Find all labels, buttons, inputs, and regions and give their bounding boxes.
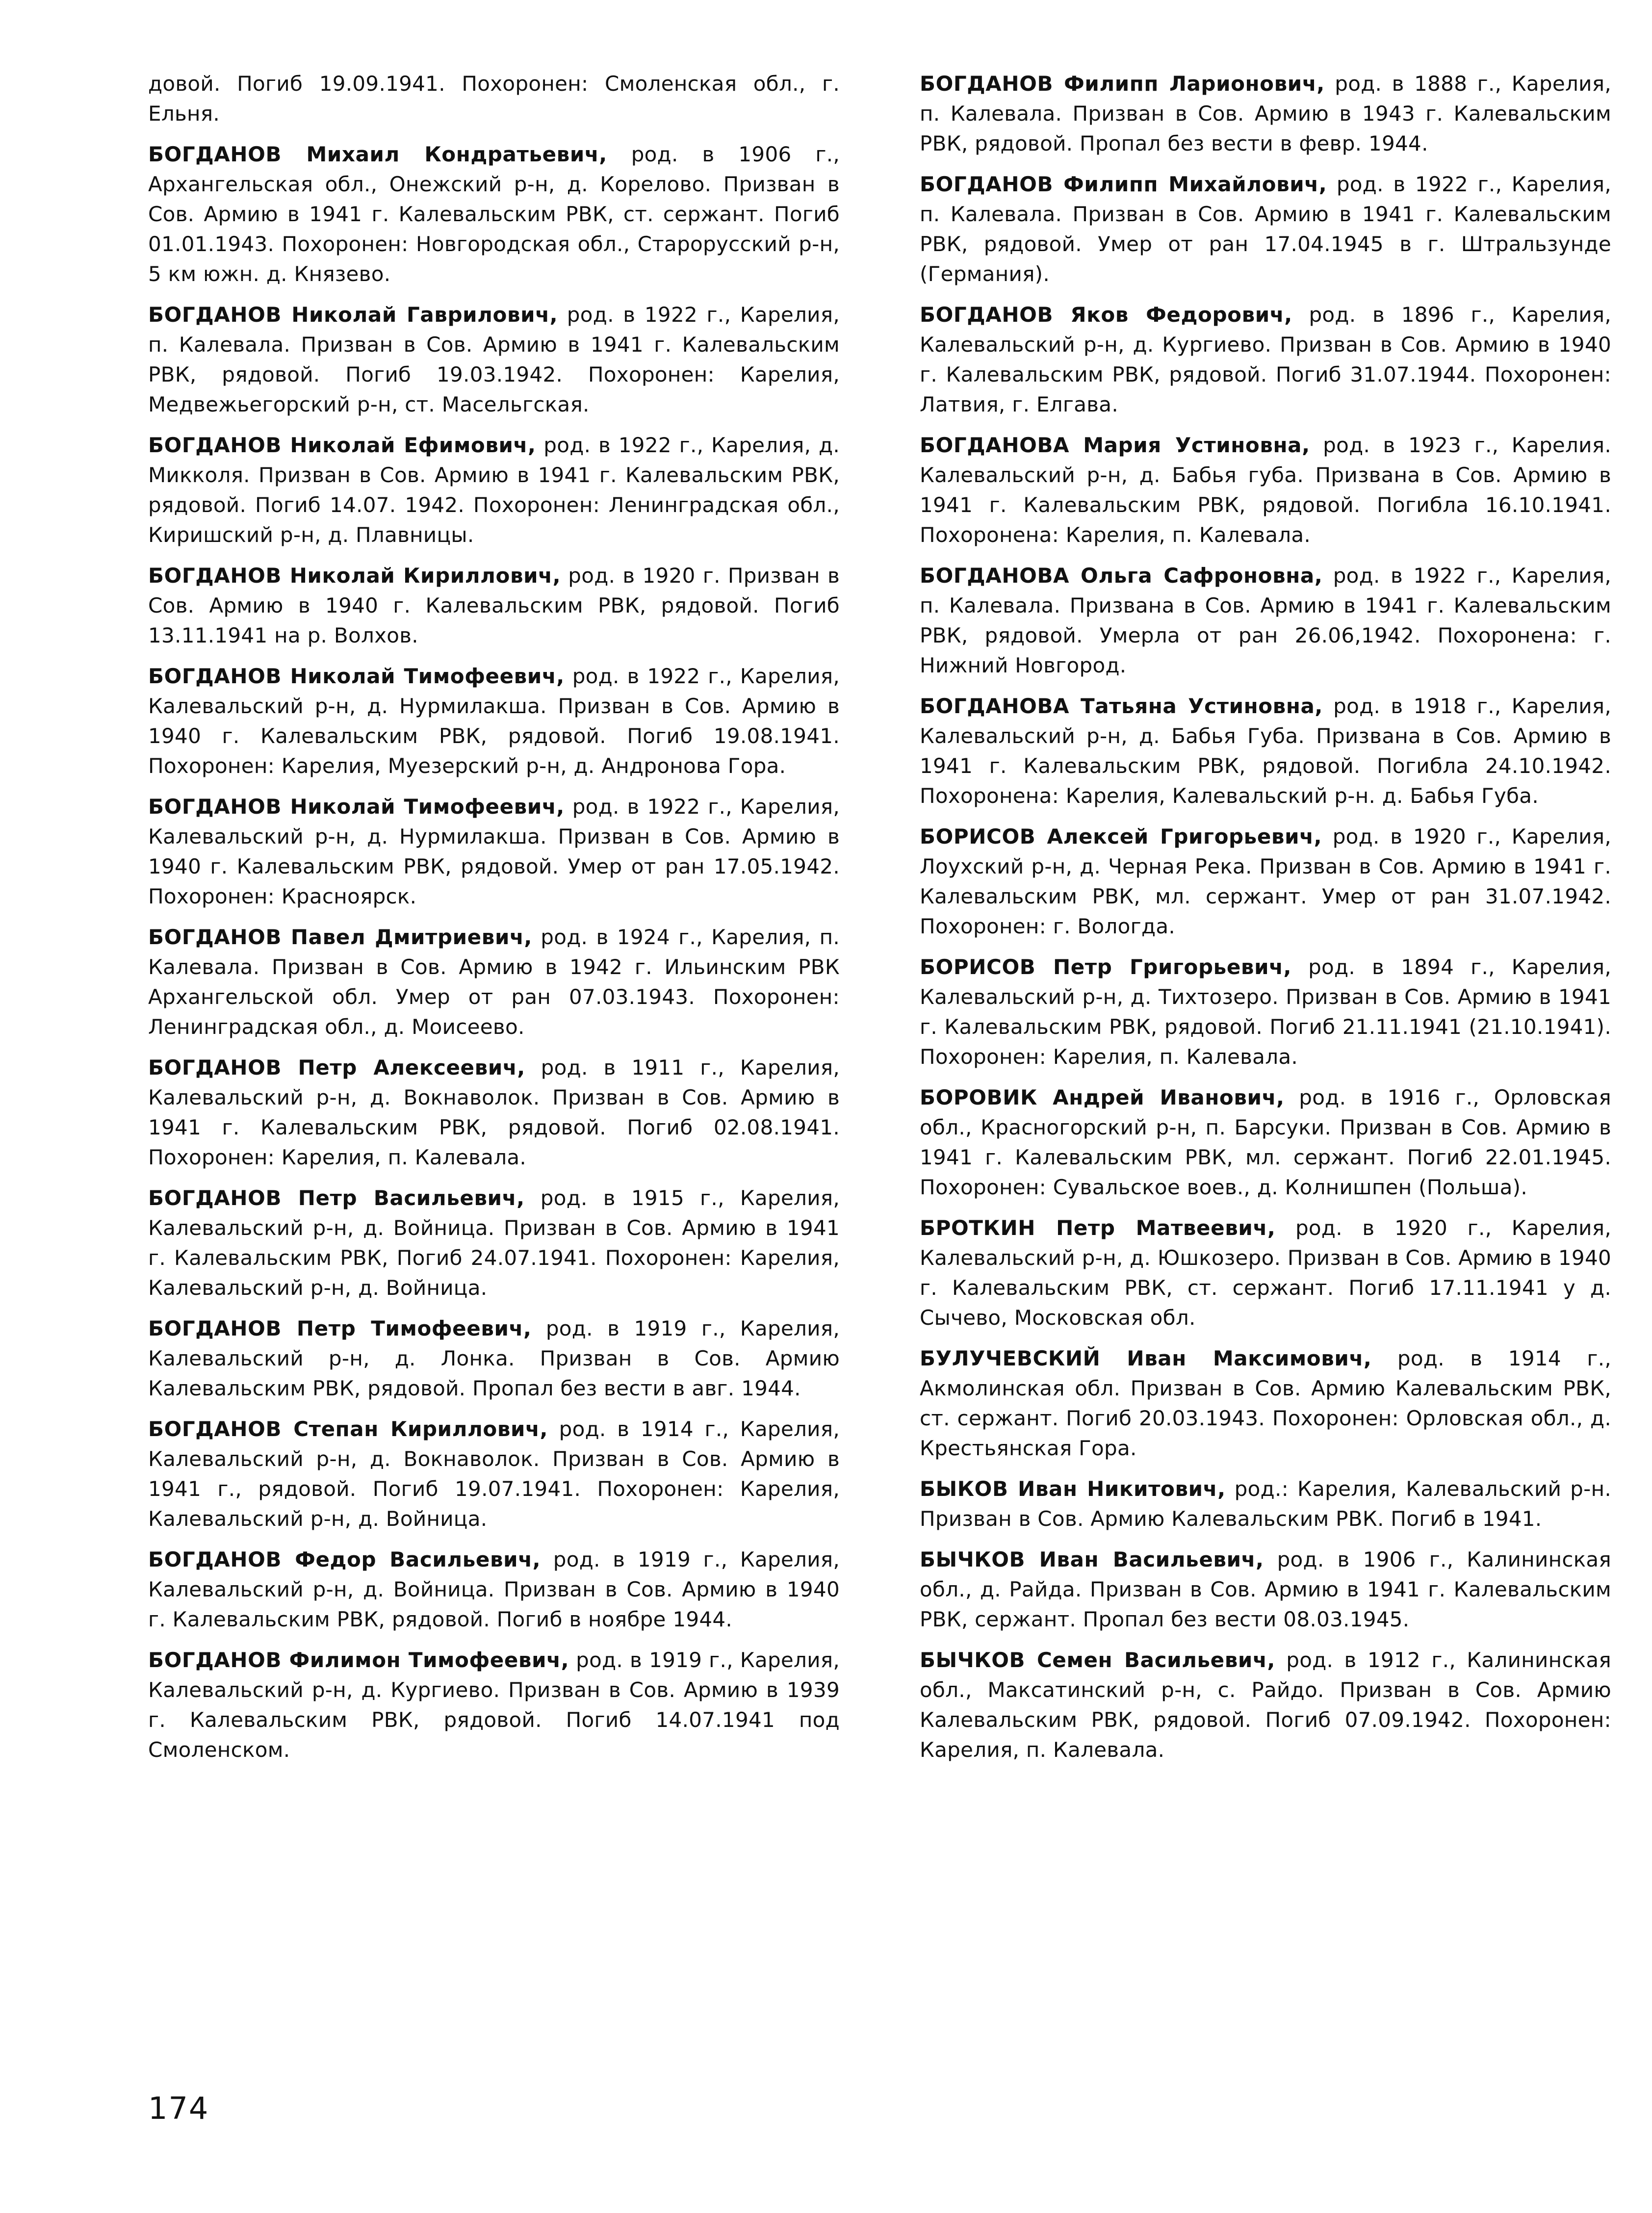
entry-text: род. в 1912 г., Калининская обл., Максатинский р-н, с. Райдо. Призван в Сов. Армию Калевальским РВК, рядовой. Погиб 07.09.1942. Похоронен: Карелия, п. Калевала. xyxy=(920,1648,1611,1762)
entry-text: род. в 1914 г., Акмолинская обл. Призван в Сов. Армию Калевальским РВК, ст. сержант. Погиб 20.03.1943. Похоронен: Орловская обл., д. Крестьянская Гора. xyxy=(920,1346,1612,1460)
entry-text: род. в 1922 г., Карелия, д. Микколя. Призван в Сов. Армию в 1941 г. Калевальским РВК, рядовой. Погиб 14.07. 1942. Похоронен: Ленинградская обл., Киришский р-н, д. Плавницы. xyxy=(148,433,840,547)
entry xyxy=(920,430,1611,550)
entry-text: род. в 1919 г., Карелия, Калевальский р-н, д. Кургиево. Призван в Сов. Армию в 1939 г. Калевальским РВК, рядовой. Погиб 14.07.1941 под Смоленском. xyxy=(148,1648,840,1762)
entry-text: род. в 1922 г., Карелия, п. Калевала. Призвана в Сов. Армию в 1941 г. Калевальским РВК, рядовой. Умерла от ран 26.06,1942. Похоронена: г. Нижний Новгород. xyxy=(920,564,1611,677)
entry xyxy=(148,661,840,781)
entry xyxy=(920,1343,1611,1463)
entry-name: БОГДАНОВ Николай Ефимович, xyxy=(148,433,536,457)
entry xyxy=(920,1645,1611,1765)
entry-text: род. в 1922 г., Карелия, Калевальский р-н, д. Нурмилакша. Призван в Сов. Армию в 1940 г. Калевальским РВК, рядовой. Погиб 19.08.1941. Похоронен: Карелия, Муезерский р-н, д. Андронова Гора. xyxy=(148,664,840,778)
entry xyxy=(148,300,840,419)
entry-name: БУЛУЧЕВСКИЙ Иван Максимович, xyxy=(920,1346,1372,1370)
entry-text: род. в 1914 г., Карелия, Калевальский р-н, д. Вокнаволок. Призван в Сов. Армию в 1941 г., рядовой. Погиб 19.07.1941. Похоронен: Карелия, Калевальский р-н, д. Войница. xyxy=(148,1417,840,1531)
entry-text: род. в 1924 г., Карелия, п. Калевала. Призван в Сов. Армию в 1942 г. Ильинским РВК Архангельской обл. Умер от ран 07.03.1943. Похоронен: Ленинградская обл., д. Моисеево. xyxy=(148,925,840,1039)
entry-text: род. в 1906 г., Калининская обл., д. Райда. Призван в Сов. Армию в 1941 г. Калевальским РВК, сержант. Пропал без вести 08.03.1945. xyxy=(920,1547,1611,1631)
entry xyxy=(148,561,840,650)
entry-name: БЫЧКОВ Семен Васильевич, xyxy=(920,1648,1275,1672)
entry xyxy=(920,1213,1611,1333)
entry-name: БОГДАНОВ Михаил Кондратьевич, xyxy=(148,142,607,166)
entry-text: род. в 1920 г. Призван в Сов. Армию в 1940 г. Калевальским РВК, рядовой. Погиб 13.11.1941 на р. Волхов. xyxy=(148,564,840,647)
entry-text: род. в 1919 г., Карелия, Калевальский р-н, д. Войница. Призван в Сов. Армию в 1940 г. Калевальским РВК, рядовой. Погиб в ноябре 1944. xyxy=(148,1547,840,1631)
entry-text: род.: Карелия, Калевальский р-н. Призван в Сов. Армию Калевальским РВК. Погиб в 1941. xyxy=(920,1477,1611,1531)
entry-text: род. в 1919 г., Карелия, Калевальский р-н, д. Лонка. Призван в Сов. Армию Калевальским РВК, рядовой. Пропал без вести в авг. 1944. xyxy=(148,1316,840,1400)
entry-text: род. в 1923 г., Карелия. Калевальский р-н, д. Бабья губа. Призвана в Сов. Армию в 1941 г. Калевальским РВК, рядовой. Погибла 16.10.1941. Похоронена: Карелия, п. Калевала. xyxy=(920,433,1611,547)
entry-name: БОРИСОВ Петр Григорьевич, xyxy=(920,955,1292,979)
entry-name: БОГДАНОВА Татьяна Устиновна, xyxy=(920,694,1323,718)
entry xyxy=(920,300,1611,419)
entry-text: род. в 1918 г., Карелия, Калевальский р-н, д. Бабья Губа. Призвана в Сов. Армию в 1941 г. Калевальским РВК, рядовой. Погибла 24.10.1942. Похоронена: Карелия, Калевальский р-н. д. Бабья Губа. xyxy=(920,694,1611,808)
entry-name: БОГДАНОВ Николай Гаврилович, xyxy=(148,303,558,327)
entry-name: БОГДАНОВ Николай Кириллович, xyxy=(148,564,561,588)
entry-text: род. в 1915 г., Карелия, Калевальский р-н, д. Войница. Призван в Сов. Армию в 1941 г. Калевальским РВК, Погиб 24.07.1941. Похоронен: Карелия, Калевальский р-н, д. Войница. xyxy=(148,1186,840,1300)
entry xyxy=(148,139,840,289)
entry-name: БОРИСОВ Алексей Григорьевич, xyxy=(920,824,1322,849)
entry-name: БОГДАНОВА Мария Устиновна, xyxy=(920,433,1310,457)
entry-text: род. в 1916 г., Орловская обл., Красногорский р-н, п. Барсуки. Призван в Сов. Армию в 1941 г. Калевальским РВК, мл. сержант. Погиб 22.01.1945. Похоронен: Сувальское воев., д. Колнишпен (Польша). xyxy=(920,1085,1611,1199)
entry-text: род. в 1888 г., Карелия, п. Калевала. Призван в Сов. Армию в 1943 г. Калевальским РВК, рядовой. Пропал без вести в февр. 1944. xyxy=(920,72,1611,155)
left-column xyxy=(148,69,840,1776)
entry-text: род. в 1906 г., Архангельская обл., Онежский р-н, д. Корелово. Призван в Сов. Армию в 1941 г. Калевальским РВК, ст. сержант. Погиб 01.01.1943. Похоронен: Новгородская обл., Старорусский р-н, 5 км южн. д. Князево. xyxy=(148,142,840,286)
entry xyxy=(148,1414,840,1534)
entry xyxy=(148,1544,840,1634)
entry-name: БЫЧКОВ Иван Васильевич, xyxy=(920,1547,1264,1571)
entry-name: БОГДАНОВ Петр Тимофеевич, xyxy=(148,1316,532,1340)
right-column xyxy=(920,69,1611,1776)
entry-name: БОГДАНОВ Филипп Ларионович, xyxy=(920,72,1325,96)
entry xyxy=(148,922,840,1042)
entry xyxy=(920,1474,1611,1534)
entry-continuation xyxy=(148,69,840,129)
entry-name: БОГДАНОВА Ольга Сафроновна, xyxy=(920,564,1323,588)
entry xyxy=(148,430,840,550)
entry-text: довой. Погиб 19.09.1941. Похоронен: Смоленская обл., г. Ельня. xyxy=(148,72,840,126)
entry-name: БОГДАНОВ Степан Кириллович, xyxy=(148,1417,548,1441)
entry xyxy=(920,561,1611,680)
entry-text: род. в 1922 г., Карелия, Калевальский р-н, д. Нурмилакша. Призван в Сов. Армию в 1940 г. Калевальским РВК, рядовой. Умер от ран 17.05.1942. Похоронен: Красноярск. xyxy=(148,795,840,908)
entry xyxy=(920,691,1611,811)
entry xyxy=(148,792,840,911)
entry xyxy=(920,1082,1611,1202)
entry xyxy=(920,1544,1611,1634)
entry-name: БРОТКИН Петр Матвеевич, xyxy=(920,1216,1276,1240)
entry-text: род. в 1922 г., Карелия, п. Калевала. Призван в Сов. Армию в 1941 г. Калевальским РВК, рядовой. Умер от ран 17.04.1945 в г. Штральзунде (Германия). xyxy=(920,172,1611,286)
page-number: 174 xyxy=(148,2090,209,2126)
entry xyxy=(920,952,1611,1072)
entry-name: БОГДАНОВ Федор Васильевич, xyxy=(148,1547,541,1571)
entry-text: род. в 1920 г., Карелия, Лоухский р-н, д. Черная Река. Призван в Сов. Армию в 1941 г. Калевальским РВК, мл. сержант. Умер от ран 31.07.1942. Похоронен: г. Вологда. xyxy=(920,824,1611,938)
entry-text: род. в 1920 г., Карелия, Калевальский р-н, д. Юшкозеро. Призван в Сов. Армию в 1940 г. Калевальским РВК, ст. сержант. Погиб 17.11.1941 у д. Сычево, Московская обл. xyxy=(920,1216,1611,1330)
entry-text: род. в 1922 г., Карелия, п. Калевала. Призван в Сов. Армию в 1941 г. Калевальским РВК, рядовой. Погиб 19.03.1942. Похоронен: Карелия, Медвежьегорский р-н, ст. Масельгская. xyxy=(148,303,840,416)
entry-name: БОГДАНОВ Николай Тимофеевич, xyxy=(148,664,565,688)
entry-name: БЫКОВ Иван Никитович, xyxy=(920,1477,1226,1501)
entry xyxy=(148,1645,840,1765)
entry xyxy=(148,1183,840,1303)
entry xyxy=(148,1053,840,1172)
entry xyxy=(920,169,1611,289)
entry-name: БОГДАНОВ Петр Васильевич, xyxy=(148,1186,525,1210)
entry-name: БОГДАНОВ Николай Тимофеевич, xyxy=(148,795,565,819)
entry xyxy=(148,1313,840,1403)
entry-text: род. в 1894 г., Карелия, Калевальский р-н, д. Тихтозеро. Призван в Сов. Армию в 1941 г. Калевальским РВК, рядовой. Погиб 21.11.1941 (21.10.1941). Похоронен: Карелия, п. Калевала. xyxy=(920,955,1612,1069)
entry-name: БОГДАНОВ Филипп Михайлович, xyxy=(920,172,1327,196)
entry-name: БОГДАНОВ Филимон Тимофеевич, xyxy=(148,1648,569,1672)
entry xyxy=(920,69,1611,158)
entry xyxy=(920,822,1611,941)
entry-text: род. в 1911 г., Карелия, Калевальский р-н, д. Вокнаволок. Призван в Сов. Армию в 1941 г. Калевальским РВК, рядовой. Погиб 02.08.1941. Похоронен: Карелия, п. Калевала. xyxy=(148,1055,840,1169)
entry-name: БОГДАНОВ Петр Алексеевич, xyxy=(148,1055,525,1080)
entry-name: БОГДАНОВ Яков Федорович, xyxy=(920,303,1292,327)
entry-name: БОРОВИК Андрей Иванович, xyxy=(920,1085,1285,1109)
entry-text: род. в 1896 г., Карелия, Калевальский р-н, д. Кургиево. Призван в Сов. Армию в 1940 г. Калевальским РВК, рядовой. Погиб 31.07.1944. Похоронен: Латвия, г. Елгава. xyxy=(920,303,1612,416)
entry-name: БОГДАНОВ Павел Дмитриевич, xyxy=(148,925,532,949)
